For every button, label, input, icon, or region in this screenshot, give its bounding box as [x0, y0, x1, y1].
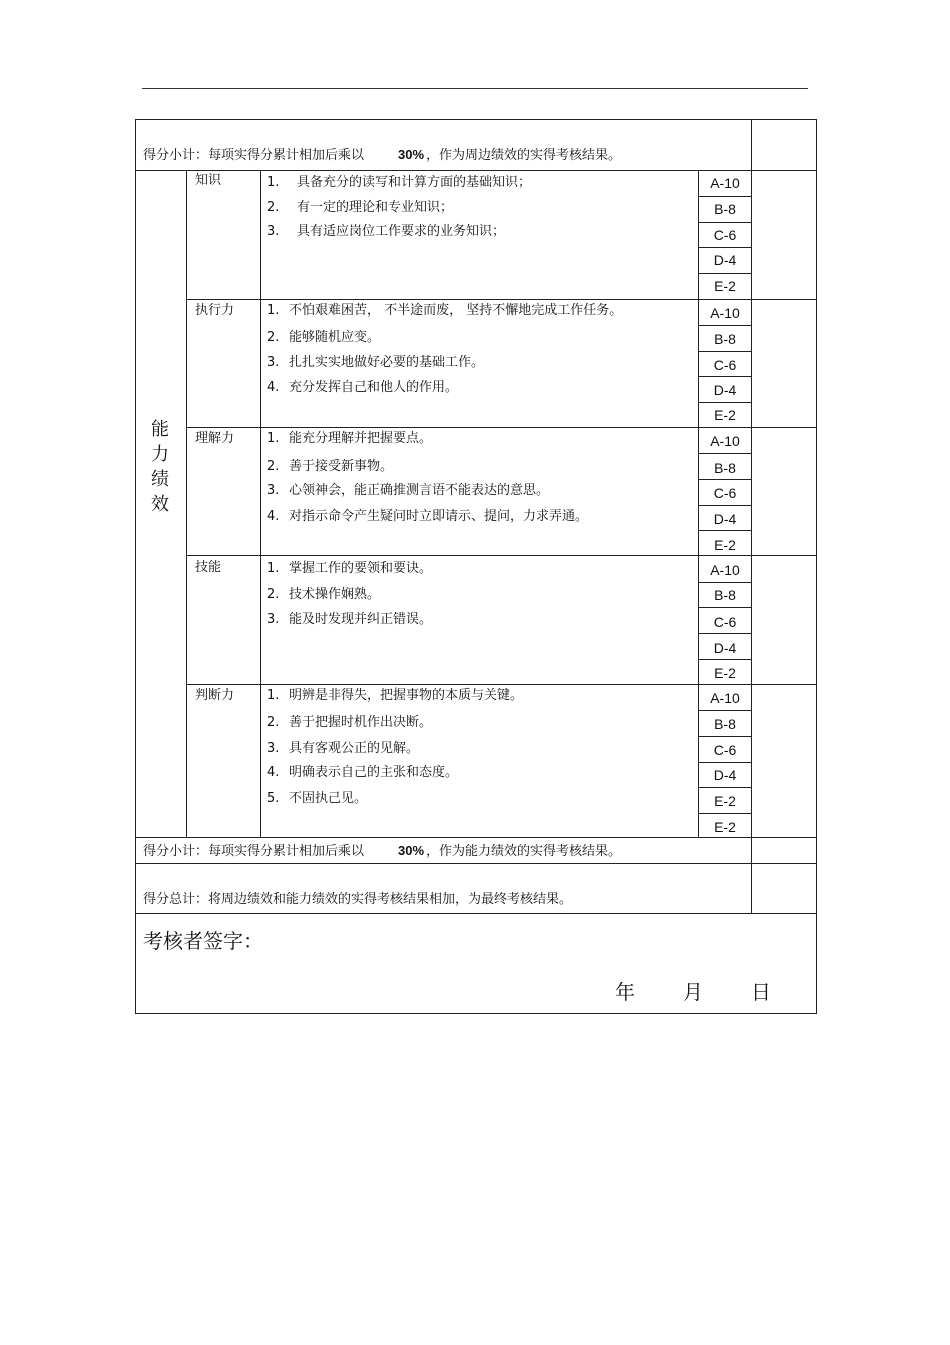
- ability-subtotal-percent: 30%: [398, 843, 425, 858]
- category-name-skills: 技能: [195, 560, 222, 575]
- grade-option[interactable]: B-8: [714, 201, 736, 217]
- grade-option[interactable]: E-2: [714, 665, 736, 681]
- criterion: 4. 明确表示自己的主张和态度。: [267, 765, 459, 780]
- grade-option[interactable]: E-2: [714, 278, 736, 294]
- peripheral-subtotal-percent: 30%: [398, 147, 425, 162]
- grade-option[interactable]: B-8: [714, 460, 736, 476]
- criterion: 2. 善于把握时机作出决断。: [267, 715, 433, 730]
- criterion: 1. 不怕艰难困苦， 不半途而废， 坚持不懈地完成工作任务。: [267, 303, 623, 318]
- grade-option[interactable]: A-10: [710, 175, 740, 191]
- grade-option[interactable]: B-8: [714, 331, 736, 347]
- header-rule: [142, 88, 808, 89]
- grade-option[interactable]: C-6: [713, 485, 737, 501]
- peripheral-subtotal: [143, 147, 621, 164]
- grade-option[interactable]: A-10: [710, 433, 740, 449]
- criterion: 3. 具有客观公正的见解。: [267, 741, 420, 756]
- signature-month: 月: [683, 980, 703, 1004]
- criterion: 1. 具备充分的读写和计算方面的基础知识；: [267, 175, 532, 190]
- criterion: 3. 扎扎实实地做好必要的基础工作。: [267, 355, 485, 370]
- ability-subtotal-suffix: ，作为能力绩效的实得考核结果。: [426, 844, 622, 859]
- criterion: 2. 能够随机应变。: [267, 330, 381, 345]
- criterion: 3. 能及时发现并纠正错误。: [267, 612, 433, 627]
- section-char: 绩: [151, 469, 169, 490]
- grade-option[interactable]: A-10: [710, 690, 740, 706]
- peripheral-subtotal-suffix: ，作为周边绩效的实得考核结果。: [426, 148, 622, 163]
- section-char: 力: [151, 444, 169, 465]
- category-name-knowledge: 知识: [195, 173, 222, 188]
- grade-option[interactable]: B-8: [714, 587, 736, 603]
- ability-subtotal: [143, 843, 621, 860]
- grade-option[interactable]: D-4: [713, 640, 737, 656]
- criterion: 1. 能充分理解并把握要点。: [267, 431, 433, 446]
- section-char: 能: [151, 419, 169, 440]
- criterion: 1. 掌握工作的要领和要诀。: [267, 561, 433, 576]
- grade-option[interactable]: D-4: [713, 382, 737, 398]
- grand-total-note: 得分总计：将周边绩效和能力绩效的实得考核结果相加，为最终考核结果。: [143, 892, 573, 907]
- criterion: 1. 明辨是非得失，把握事物的本质与关键。: [267, 688, 524, 703]
- grade-option[interactable]: E-2: [714, 819, 736, 835]
- grade-option[interactable]: C-6: [713, 614, 737, 630]
- category-name-judgment: 判断力: [195, 688, 235, 703]
- grade-option[interactable]: D-4: [713, 767, 737, 783]
- grade-option[interactable]: C-6: [713, 357, 737, 373]
- criterion: 4. 充分发挥自己和他人的作用。: [267, 380, 459, 395]
- criterion: 2. 技术操作娴熟。: [267, 587, 381, 602]
- grade-option[interactable]: A-10: [710, 562, 740, 578]
- criterion: 4. 对指示命令产生疑问时立即请示、提问，力求弄通。: [267, 509, 589, 524]
- category-name-comprehension: 理解力: [195, 431, 235, 446]
- category-name-execution: 执行力: [195, 303, 235, 318]
- grade-option[interactable]: A-10: [710, 305, 740, 321]
- signature-day: 日: [751, 980, 771, 1004]
- criterion: 3. 具有适应岗位工作要求的业务知识；: [267, 224, 506, 239]
- grade-option[interactable]: E-2: [714, 537, 736, 553]
- criterion: 2. 有一定的理论和专业知识；: [267, 200, 454, 215]
- grade-option[interactable]: C-6: [713, 227, 737, 243]
- grade-option[interactable]: C-6: [713, 742, 737, 758]
- grade-option[interactable]: D-4: [713, 511, 737, 527]
- section-label-ability-performance: [150, 417, 170, 517]
- peripheral-subtotal-prefix: 得分小计：每项实得分累计相加后乘以: [143, 148, 365, 163]
- grade-option[interactable]: E-2: [714, 407, 736, 423]
- grade-option[interactable]: E-2: [714, 793, 736, 809]
- signature-year: 年: [615, 980, 635, 1004]
- signature-label: 考核者签字：: [143, 929, 263, 953]
- grade-option[interactable]: D-4: [713, 252, 737, 268]
- grade-option[interactable]: B-8: [714, 716, 736, 732]
- section-char: 效: [151, 494, 169, 515]
- criterion: 3. 心领神会，能正确推测言语不能表达的意思。: [267, 483, 550, 498]
- criterion: 5. 不固执己见。: [267, 791, 368, 806]
- criterion: 2. 善于接受新事物。: [267, 459, 394, 474]
- ability-subtotal-prefix: 得分小计：每项实得分累计相加后乘以: [143, 844, 365, 859]
